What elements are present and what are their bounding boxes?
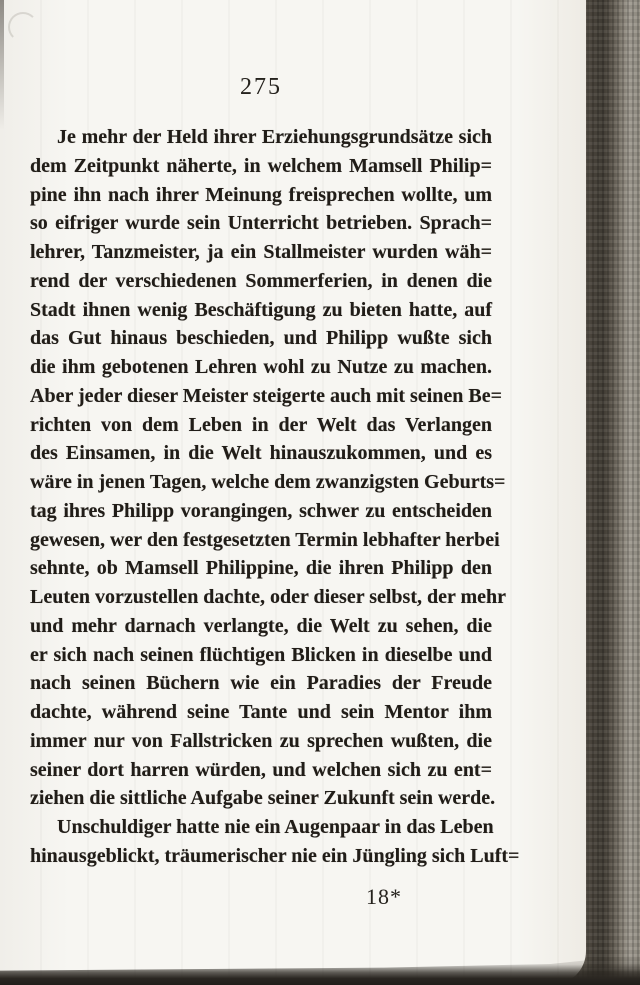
text-line: das Gut hinaus beschieden, und Philipp wußte sich (30, 327, 492, 350)
text-line: gewesen, wer den festgesetzten Termin lebhafter herbei (30, 528, 500, 551)
text-line: dachte, während seine Tante und sein Mentor ihm (30, 701, 492, 723)
text-line: pine ihn nach ihrer Meinung freisprechen wollte, um (30, 183, 492, 206)
text-line: dem Zeitpunkt näherte, in welchem Mamsell Philip= (30, 154, 492, 177)
text-line: Je mehr der Held ihrer Erziehungsgrundsätze sich (57, 126, 492, 148)
page-number: 275 (240, 74, 282, 100)
text-line: immer nur von Fallstricken zu sprechen wußten, die (30, 729, 492, 752)
text-line: richten von dem Leben in der Welt das Verlangen (30, 413, 492, 436)
signature-mark: 18* (366, 884, 402, 909)
text-line: hinausgeblickt, träumerischer nie ein Jüngling sich Luft= (30, 844, 520, 867)
text-line: Unschuldiger hatte nie ein Augenpaar in das Leben (57, 816, 494, 838)
text-line: rend der verschiedenen Sommerferien, in denen die (30, 269, 492, 292)
text-line: sehnte, ob Mamsell Philippine, die ihren Philipp den (30, 557, 492, 580)
text-block (30, 123, 520, 871)
text-line: seiner dort harren würden, und welchen sich zu ent= (30, 758, 492, 781)
text-line: wäre in jenen Tagen, welche dem zwanzigsten Geburts= (30, 471, 506, 493)
text-line: des Einsamen, in die Welt hinauszukommen, und es (30, 442, 492, 465)
text-line: Aber jeder dieser Meister steigerte auch mit seinen Be= (30, 384, 503, 407)
scan-smudge-arc (8, 12, 38, 42)
text-line: Leuten vorzustellen dachte, oder dieser selbst, der mehr (30, 586, 507, 608)
text-line: und mehr darnach verlangte, die Welt zu sehen, die (30, 614, 492, 637)
text-line: die ihm gebotenen Lehren wohl zu Nutze zu machen. (30, 356, 492, 378)
text-line: Stadt ihnen wenig Beschäftigung zu bieten hatte, auf (30, 298, 492, 321)
left-edge-shadow (0, 0, 4, 130)
text-line: so eifriger wurde sein Unterricht betrieben. Sprach= (30, 212, 492, 235)
text-line: er sich nach seinen flüchtigen Blicken in dieselbe und (30, 643, 492, 666)
text-line: ziehen die sittliche Aufgabe seiner Zukunft sein werde. (30, 787, 496, 810)
text-line: lehrer, Tanzmeister, ja ein Stallmeister wurden wäh= (30, 241, 492, 263)
text-line: nach seinen Büchern wie ein Paradies der Freude (30, 672, 492, 695)
text-line: tag ihres Philipp vorangingen, schwer zu entscheiden (30, 499, 492, 522)
